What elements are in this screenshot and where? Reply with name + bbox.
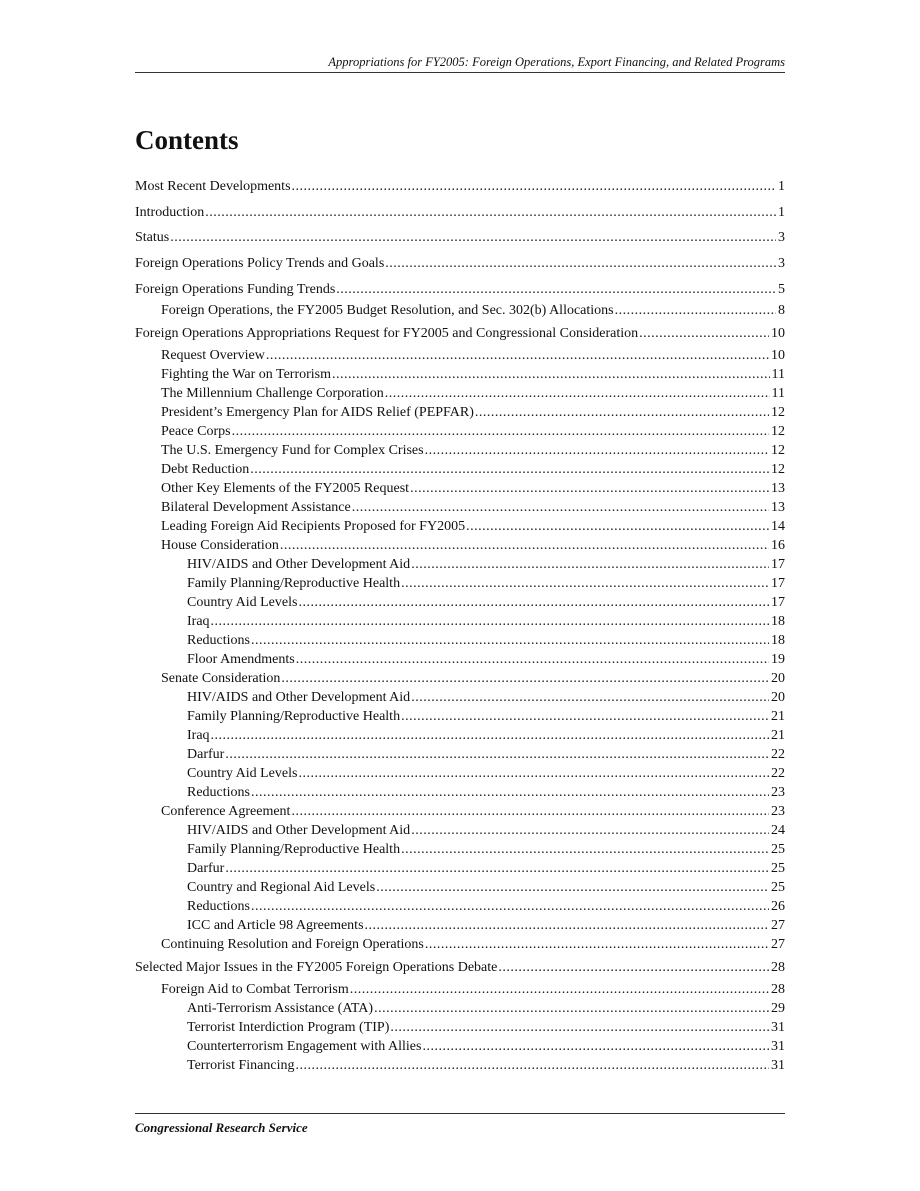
toc-entry[interactable]: [135, 204, 785, 222]
page-footer: [135, 1113, 785, 1135]
toc-entry[interactable]: [135, 981, 785, 999]
toc-dot-leader: [251, 898, 769, 916]
toc-entry-title: Terrorist Interdiction Program (TIP): [187, 1020, 390, 1035]
toc-entry[interactable]: [135, 423, 785, 441]
toc-entry[interactable]: [135, 936, 785, 954]
toc-entry-page-number: 20: [771, 671, 785, 686]
toc-entry-page-number: 10: [771, 326, 785, 341]
toc-entry[interactable]: [135, 325, 785, 343]
toc-entry-page-number: 12: [771, 424, 785, 439]
toc-entry[interactable]: [135, 1038, 785, 1056]
toc-entry-page-number: 3: [778, 230, 785, 245]
toc-entry[interactable]: [135, 480, 785, 498]
toc-entry-title: Selected Major Issues in the FY2005 Foreign Operations Debate: [135, 960, 498, 975]
toc-entry-title: Foreign Operations Funding Trends: [135, 282, 336, 297]
toc-entry-page-number: 14: [771, 519, 785, 534]
toc-dot-leader: [280, 537, 769, 555]
toc-entry-title: Foreign Operations, the FY2005 Budget Resolution, and Sec. 302(b) Allocations: [161, 303, 614, 318]
toc-entry-title: Bilateral Development Assistance: [161, 500, 351, 515]
toc-entry[interactable]: [135, 917, 785, 935]
toc-entry-page-number: 31: [771, 1039, 785, 1054]
toc-entry-page-number: 20: [771, 690, 785, 705]
toc-entry[interactable]: [135, 461, 785, 479]
toc-dot-leader: [475, 404, 769, 422]
toc-entry-page-number: 12: [771, 462, 785, 477]
toc-dot-leader: [281, 670, 769, 688]
toc-entry-page-number: 5: [778, 282, 785, 297]
toc-entry[interactable]: [135, 651, 785, 669]
toc-entry-page-number: 28: [771, 982, 785, 997]
toc-entry-title: Iraq: [187, 728, 210, 743]
toc-entry-title: HIV/AIDS and Other Development Aid: [187, 557, 411, 572]
toc-entry-page-number: 22: [771, 766, 785, 781]
toc-dot-leader: [411, 556, 769, 574]
toc-entry-title: Leading Foreign Aid Recipients Proposed for FY2005: [161, 519, 466, 534]
toc-dot-leader: [211, 727, 769, 745]
toc-entry[interactable]: [135, 537, 785, 555]
toc-dot-leader: [425, 442, 769, 460]
toc-entry-title: Most Recent Developments: [135, 179, 291, 194]
toc-entry-title: Senate Consideration: [161, 671, 281, 686]
toc-dot-leader: [225, 860, 769, 878]
toc-dot-leader: [411, 689, 769, 707]
toc-entry-title: Reductions: [187, 633, 250, 648]
toc-entry-title: Family Planning/Reproductive Health: [187, 709, 401, 724]
toc-entry-page-number: 27: [771, 918, 785, 933]
toc-dot-leader: [296, 651, 769, 669]
toc-entry-title: Country Aid Levels: [187, 766, 298, 781]
toc-entry-page-number: 24: [771, 823, 785, 838]
toc-entry-page-number: 11: [771, 386, 785, 401]
toc-entry-page-number: 1: [778, 205, 785, 220]
toc-entry-title: Iraq: [187, 614, 210, 629]
toc-entry-page-number: 16: [771, 538, 785, 553]
toc-entry-title: Darfur: [187, 747, 225, 762]
toc-entry[interactable]: [135, 613, 785, 631]
toc-entry-page-number: 12: [771, 443, 785, 458]
toc-entry-title: Peace Corps: [161, 424, 231, 439]
toc-dot-leader: [352, 499, 769, 517]
contents-heading: Contents: [135, 125, 239, 155]
toc-entry[interactable]: [135, 366, 785, 384]
toc-dot-leader: [498, 959, 769, 977]
toc-dot-leader: [211, 613, 769, 631]
toc-entry-title: Foreign Operations Policy Trends and Goals: [135, 256, 385, 271]
toc-entry-title: Other Key Elements of the FY2005 Request: [161, 481, 410, 496]
toc-dot-leader: [350, 981, 769, 999]
toc-entry-page-number: 25: [771, 842, 785, 857]
toc-entry[interactable]: [135, 1057, 785, 1075]
toc-dot-leader: [266, 347, 769, 365]
toc-entry-page-number: 18: [771, 614, 785, 629]
toc-entry[interactable]: [135, 255, 785, 273]
toc-entry-title: Country and Regional Aid Levels: [187, 880, 376, 895]
toc-entry[interactable]: [135, 499, 785, 517]
toc-dot-leader: [401, 841, 769, 859]
toc-entry-page-number: 17: [771, 595, 785, 610]
toc-entry-title: Conference Agreement: [161, 804, 291, 819]
toc-dot-leader: [615, 302, 776, 320]
toc-entry[interactable]: [135, 959, 785, 977]
toc-dot-leader: [250, 461, 769, 479]
toc-entry[interactable]: [135, 281, 785, 299]
toc-entry-title: Family Planning/Reproductive Health: [187, 842, 401, 857]
toc-entry-page-number: 27: [771, 937, 785, 952]
toc-entry-page-number: 31: [771, 1058, 785, 1073]
toc-entry-title: The U.S. Emergency Fund for Complex Crises: [161, 443, 424, 458]
toc-entry-page-number: 21: [771, 709, 785, 724]
toc-entry[interactable]: [135, 442, 785, 460]
toc-dot-leader: [336, 281, 776, 299]
toc-entry-title: The Millennium Challenge Corporation: [161, 386, 384, 401]
toc-dot-leader: [401, 575, 769, 593]
toc-entry-page-number: 25: [771, 861, 785, 876]
toc-entry-title: Status: [135, 230, 170, 245]
toc-dot-leader: [332, 366, 769, 384]
toc-dot-leader: [205, 204, 776, 222]
toc-entry-title: HIV/AIDS and Other Development Aid: [187, 823, 411, 838]
toc-entry-title: Family Planning/Reproductive Health: [187, 576, 401, 591]
toc-entry-page-number: 13: [771, 500, 785, 515]
toc-entry-title: Fighting the War on Terrorism: [161, 367, 332, 382]
toc-entry-title: Country Aid Levels: [187, 595, 298, 610]
toc-dot-leader: [385, 385, 770, 403]
toc-entry-page-number: 23: [771, 804, 785, 819]
toc-entry-title: President’s Emergency Plan for AIDS Relief (PEPFAR): [161, 405, 474, 420]
toc-entry[interactable]: [135, 594, 785, 612]
toc-entry[interactable]: [135, 689, 785, 707]
toc-entry-title: Request Overview: [161, 348, 265, 363]
toc-dot-leader: [401, 708, 769, 726]
running-header-title: Appropriations for FY2005: Foreign Operations, Export Financing, and Related Programs: [328, 55, 785, 69]
toc-entry-title: Darfur: [187, 861, 225, 876]
toc-entry-page-number: 22: [771, 747, 785, 762]
toc-entry-title: Anti-Terrorism Assistance (ATA): [187, 1001, 374, 1016]
toc-entry-page-number: 29: [771, 1001, 785, 1016]
toc-entry[interactable]: [135, 385, 785, 403]
toc-dot-leader: [251, 632, 769, 650]
toc-entry-title: ICC and Article 98 Agreements: [187, 918, 364, 933]
toc-dot-leader: [298, 594, 769, 612]
toc-dot-leader: [411, 822, 769, 840]
toc-entry[interactable]: [135, 556, 785, 574]
toc-entry[interactable]: [135, 727, 785, 745]
toc-entry[interactable]: [135, 1000, 785, 1018]
toc-entry-page-number: 25: [771, 880, 785, 895]
toc-entry-page-number: 13: [771, 481, 785, 496]
toc-entry-title: Debt Reduction: [161, 462, 250, 477]
toc-entry-title: House Consideration: [161, 538, 279, 553]
toc-entry-page-number: 23: [771, 785, 785, 800]
toc-entry[interactable]: [135, 765, 785, 783]
toc-dot-leader: [251, 784, 769, 802]
toc-entry-page-number: 12: [771, 405, 785, 420]
toc-entry-title: Foreign Aid to Combat Terrorism: [161, 982, 349, 997]
toc-entry[interactable]: [135, 898, 785, 916]
toc-dot-leader: [385, 255, 776, 273]
toc-entry-page-number: 21: [771, 728, 785, 743]
toc-entry[interactable]: [135, 670, 785, 688]
toc-entry[interactable]: [135, 229, 785, 247]
toc-entry[interactable]: [135, 822, 785, 840]
toc-dot-leader: [365, 917, 769, 935]
toc-entry-page-number: 26: [771, 899, 785, 914]
table-of-contents: [135, 0, 785, 1191]
toc-entry[interactable]: [135, 860, 785, 878]
toc-entry-page-number: 17: [771, 557, 785, 572]
toc-entry[interactable]: [135, 178, 785, 196]
toc-dot-leader: [466, 518, 769, 536]
toc-dot-leader: [376, 879, 769, 897]
toc-entry[interactable]: [135, 784, 785, 802]
toc-entry[interactable]: [135, 803, 785, 821]
toc-dot-leader: [422, 1038, 769, 1056]
toc-entry[interactable]: [135, 404, 785, 422]
toc-entry-page-number: 19: [771, 652, 785, 667]
toc-entry-title: Reductions: [187, 785, 250, 800]
toc-dot-leader: [296, 1057, 770, 1075]
toc-dot-leader: [298, 765, 769, 783]
toc-entry-title: Continuing Resolution and Foreign Operations: [161, 937, 424, 952]
toc-dot-leader: [374, 1000, 769, 1018]
toc-entry-title: Reductions: [187, 899, 250, 914]
toc-entry-title: HIV/AIDS and Other Development Aid: [187, 690, 411, 705]
toc-dot-leader: [390, 1019, 769, 1037]
toc-entry[interactable]: [135, 1019, 785, 1037]
toc-entry[interactable]: [135, 518, 785, 536]
toc-entry-page-number: 18: [771, 633, 785, 648]
toc-dot-leader: [425, 936, 769, 954]
toc-entry[interactable]: [135, 746, 785, 764]
toc-entry[interactable]: [135, 302, 785, 320]
toc-entry-title: Terrorist Financing: [187, 1058, 295, 1073]
toc-dot-leader: [410, 480, 769, 498]
toc-dot-leader: [639, 325, 769, 343]
toc-dot-leader: [291, 803, 769, 821]
toc-entry-page-number: 1: [778, 179, 785, 194]
toc-dot-leader: [225, 746, 769, 764]
toc-entry-title: Foreign Operations Appropriations Request for FY2005 and Congressional Consideration: [135, 326, 639, 341]
toc-entry-page-number: 10: [771, 348, 785, 363]
toc-entry-title: Introduction: [135, 205, 205, 220]
toc-entry-title: Counterterrorism Engagement with Allies: [187, 1039, 422, 1054]
toc-entry-page-number: 11: [771, 367, 785, 382]
toc-entry[interactable]: [135, 347, 785, 365]
toc-entry-page-number: 3: [778, 256, 785, 271]
toc-entry[interactable]: [135, 708, 785, 726]
toc-entry-page-number: 28: [771, 960, 785, 975]
toc-dot-leader: [232, 423, 769, 441]
toc-dot-leader: [170, 229, 776, 247]
toc-entry-title: Floor Amendments: [187, 652, 295, 667]
toc-entry[interactable]: [135, 879, 785, 897]
toc-entry[interactable]: [135, 575, 785, 593]
toc-entry-page-number: 17: [771, 576, 785, 591]
footer-publisher: Congressional Research Service: [135, 1120, 308, 1135]
toc-entry[interactable]: [135, 632, 785, 650]
toc-dot-leader: [292, 178, 776, 196]
toc-entry-page-number: 31: [771, 1020, 785, 1035]
toc-entry[interactable]: [135, 841, 785, 859]
toc-entry-page-number: 8: [778, 303, 785, 318]
